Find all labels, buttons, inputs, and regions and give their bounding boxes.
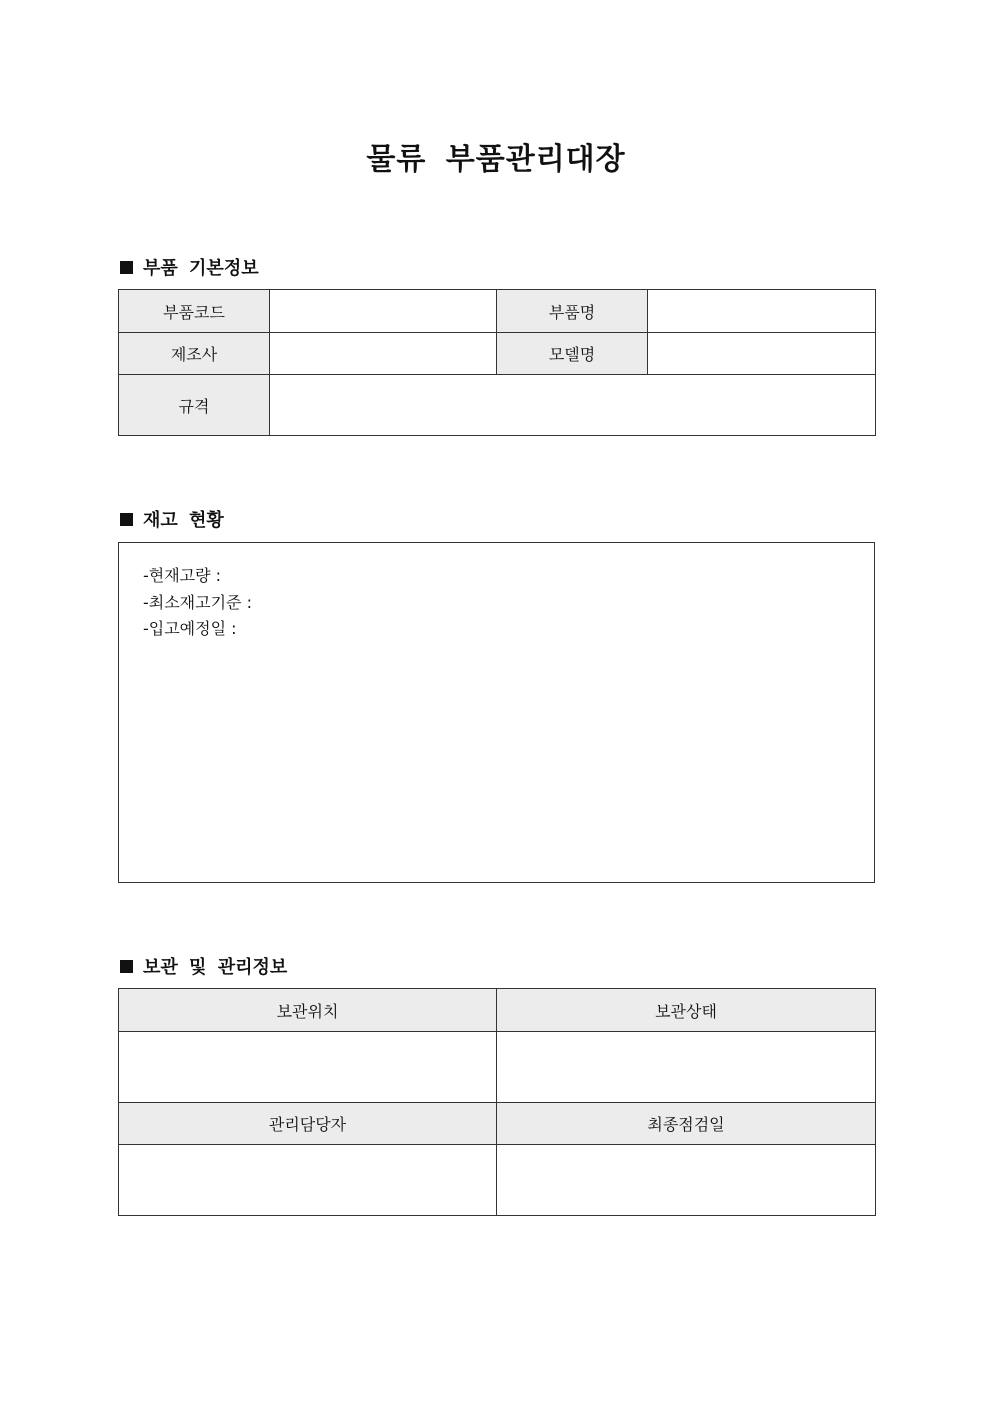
part-code-label: 부품코드 xyxy=(119,290,270,333)
square-bullet-icon xyxy=(120,513,133,526)
condition-label: 보관상태 xyxy=(497,989,876,1032)
part-name-label: 부품명 xyxy=(497,290,648,333)
expected-arrival-line: -입고예정일 : xyxy=(143,619,237,638)
maker-label: 제조사 xyxy=(119,333,270,375)
storage-table xyxy=(118,988,876,1216)
spec-label: 규격 xyxy=(119,375,270,436)
model-field[interactable] xyxy=(648,333,876,375)
square-bullet-icon xyxy=(120,960,133,973)
last-check-field[interactable] xyxy=(497,1145,876,1216)
basic-info-heading xyxy=(120,254,259,280)
basic-info-heading-text: 부품 기본정보 xyxy=(143,258,259,279)
min-stock-line: -최소재고기준 : xyxy=(143,592,252,612)
stock-box[interactable] xyxy=(118,542,875,883)
square-bullet-icon xyxy=(120,261,133,274)
location-label: 보관위치 xyxy=(119,989,497,1032)
spec-field[interactable] xyxy=(270,375,876,436)
manager-field[interactable] xyxy=(119,1145,497,1216)
location-field[interactable] xyxy=(119,1032,497,1103)
stock-heading-text: 재고 현황 xyxy=(143,510,224,531)
basic-info-table xyxy=(118,289,876,436)
manager-label: 관리담당자 xyxy=(119,1103,497,1145)
stock-heading xyxy=(120,506,224,532)
last-check-label: 최종점검일 xyxy=(497,1103,876,1145)
current-stock-line: -현재고량 : xyxy=(143,566,222,585)
model-label: 모델명 xyxy=(497,333,648,375)
condition-field[interactable] xyxy=(497,1032,876,1103)
part-code-field[interactable] xyxy=(270,290,497,333)
storage-heading xyxy=(120,953,287,979)
part-name-field[interactable] xyxy=(648,290,876,333)
storage-heading-text: 보관 및 관리정보 xyxy=(143,957,288,978)
maker-field[interactable] xyxy=(270,333,497,375)
page-title: 물류 부품관리대장 xyxy=(366,142,626,177)
